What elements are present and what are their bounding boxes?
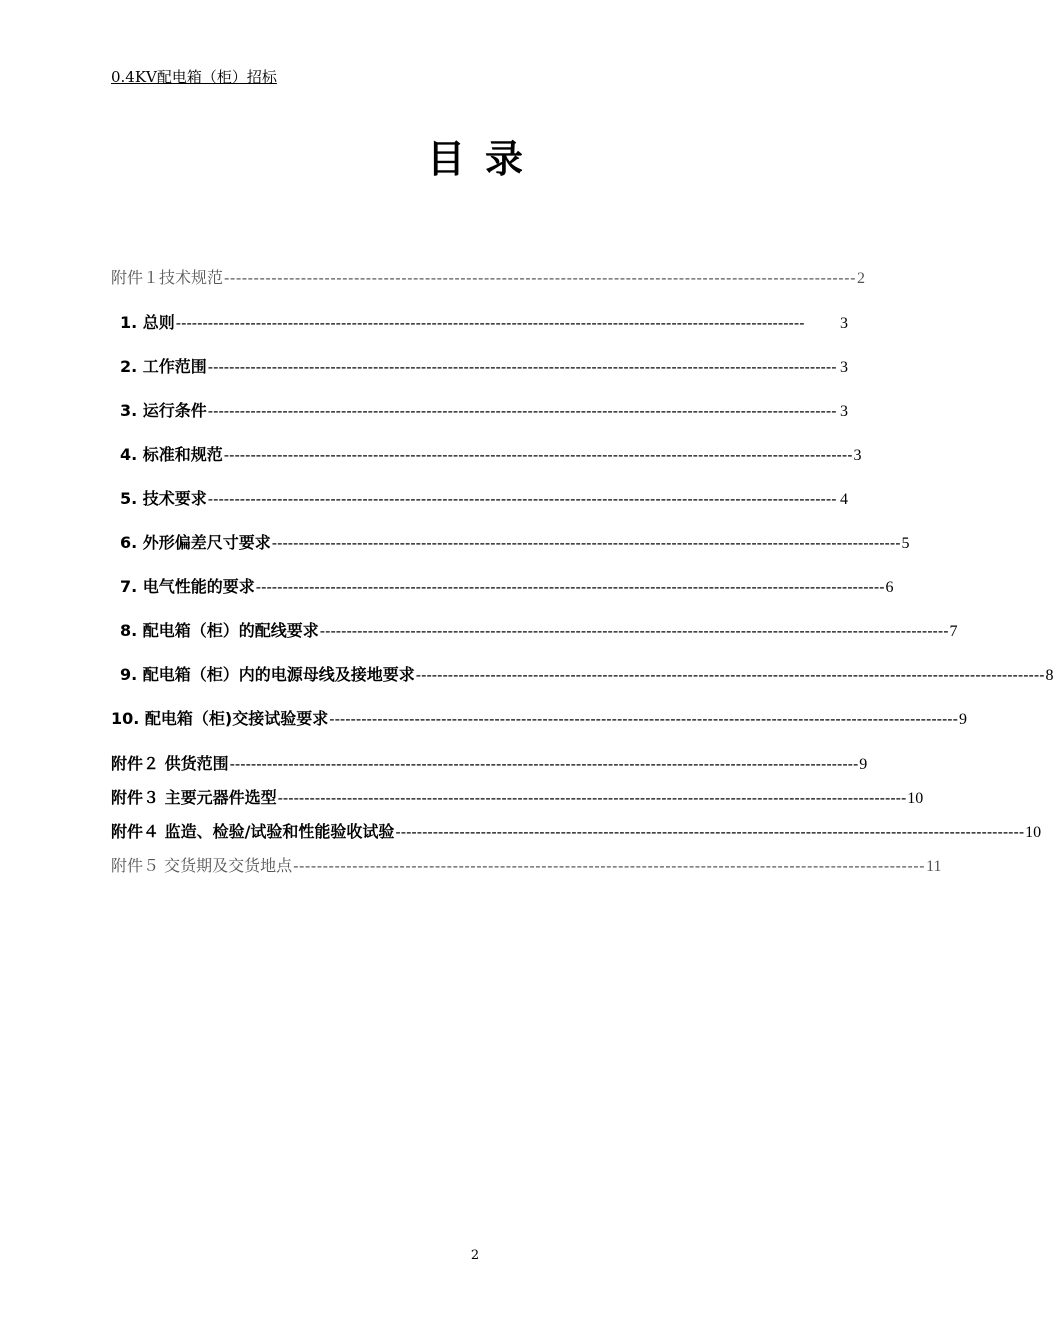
- toc-page: 5: [901, 535, 910, 552]
- toc-item-section-4[interactable]: [120, 444, 862, 466]
- toc-page: 3: [840, 403, 848, 420]
- toc-label: 1. 总则: [120, 313, 175, 332]
- toc-page: 9: [958, 711, 967, 728]
- toc-item-section-10[interactable]: [111, 708, 967, 730]
- toc-leader: ----------------------------------------------------------------------------------------------------------------------: [395, 824, 1025, 841]
- toc-item-section-7[interactable]: [120, 576, 894, 598]
- toc-item-attachment-2[interactable]: [111, 753, 868, 775]
- toc-label: 2. 工作范围: [120, 357, 207, 376]
- toc-leader: ----------------------------------------------------------------------------------------------------------------------: [175, 315, 805, 332]
- toc-leader: ----------------------------------------------------------------------------------------------------------------------: [229, 756, 859, 773]
- toc-item-section-8[interactable]: [120, 620, 958, 642]
- toc-label: 5. 技术要求: [120, 489, 207, 508]
- toc-label: 7. 电气性能的要求: [120, 577, 255, 596]
- toc-page: 6: [885, 579, 894, 596]
- toc-page: 10: [1025, 824, 1042, 841]
- toc-leader: ----------------------------------------------------------------------------------------------------------------------: [207, 491, 837, 508]
- toc-leader: ----------------------------------------------------------------------------------------------------------------------: [415, 667, 1045, 684]
- toc-label: 附件５ 交货期及交货地点: [111, 856, 293, 875]
- toc-label: 8. 配电箱（柜）的配线要求: [120, 621, 319, 640]
- toc-label: 附件４ 监造、检验/试验和性能验收试验: [111, 822, 395, 841]
- toc-label: 4. 标准和规范: [120, 445, 223, 464]
- toc-leader: ----------------------------------------------------------------------------------------------------------------------: [207, 403, 837, 420]
- page-title: 目录: [426, 137, 543, 181]
- toc-leader: -----------------------------------------------------------------------------------------------------------: [293, 856, 926, 875]
- toc-item-section-6[interactable]: [120, 532, 910, 554]
- toc-item-section-2[interactable]: [120, 356, 848, 378]
- running-header: 0.4KV配电箱（柜）招标: [111, 68, 277, 86]
- toc-label: 3. 运行条件: [120, 401, 207, 420]
- toc-item-attachment-4[interactable]: [111, 821, 1042, 843]
- toc-label: 附件１技术规范: [111, 268, 224, 287]
- toc-page: 8: [1045, 667, 1054, 684]
- page-number: 2: [470, 1248, 480, 1263]
- toc-item-attachment-3[interactable]: [111, 787, 924, 809]
- toc-leader: ----------------------------------------------------------------------------------------------------------------------: [319, 623, 949, 640]
- toc-page: 3: [840, 359, 848, 376]
- toc-page: 10: [907, 790, 924, 807]
- toc-leader: ----------------------------------------------------------------------------------------------------------------------: [207, 359, 837, 376]
- toc-leader: ----------------------------------------------------------------------------------------------------------------------: [271, 535, 901, 552]
- toc-item-attachment-1[interactable]: [111, 267, 865, 289]
- toc-leader: ----------------------------------------------------------------------------------------------------------------------: [223, 447, 853, 464]
- toc-item-section-9[interactable]: [120, 664, 1054, 686]
- toc-leader: -----------------------------------------------------------------------------------------------------------: [224, 268, 856, 287]
- toc-page: 11: [926, 858, 942, 875]
- toc-label: 9. 配电箱（柜）内的电源母线及接地要求: [120, 665, 415, 684]
- toc-leader: ----------------------------------------------------------------------------------------------------------------------: [255, 579, 885, 596]
- toc-leader: ----------------------------------------------------------------------------------------------------------------------: [277, 790, 907, 807]
- toc-item-attachment-5[interactable]: [111, 855, 942, 877]
- toc-page: 2: [856, 270, 865, 287]
- toc-page: 3: [853, 447, 862, 464]
- toc-item-section-5[interactable]: [120, 488, 848, 510]
- toc-page: 7: [949, 623, 958, 640]
- toc-label: 10. 配电箱（柜)交接试验要求: [111, 709, 329, 728]
- toc-leader: ----------------------------------------------------------------------------------------------------------------------: [329, 711, 958, 728]
- toc-label: 附件３ 主要元器件选型: [111, 788, 277, 807]
- toc-label: 6. 外形偏差尺寸要求: [120, 533, 271, 552]
- toc-item-section-1[interactable]: [120, 312, 848, 334]
- toc-page: 9: [859, 756, 868, 773]
- toc-label: 附件２ 供货范围: [111, 754, 229, 773]
- toc-page: 4: [840, 491, 848, 508]
- toc-page: 3: [840, 315, 848, 332]
- toc-item-section-3[interactable]: [120, 400, 848, 422]
